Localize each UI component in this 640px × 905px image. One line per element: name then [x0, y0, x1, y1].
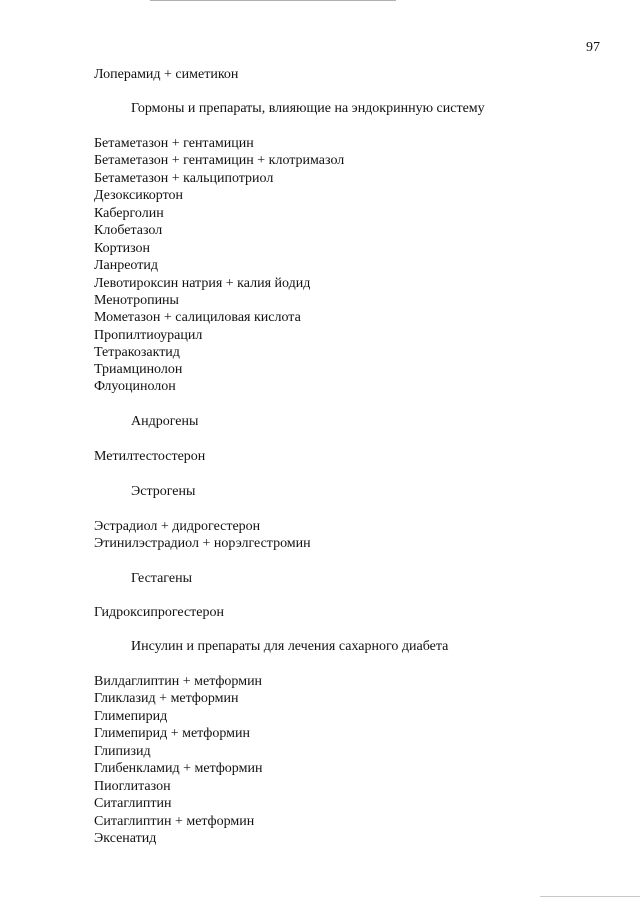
list-item: Кортизон — [94, 241, 151, 256]
list-item: Эстрадиол + дидрогестерон — [94, 519, 261, 534]
list-item: Ситаглиптин + метформин — [94, 814, 255, 829]
list-item: Глибенкламид + метформин — [94, 761, 263, 776]
section-heading-hormones: Гормоны и препараты, влияющие на эндокринную систему — [131, 101, 485, 116]
section-heading-estrogens: Эстрогены — [131, 484, 196, 499]
page-number: 97 — [586, 40, 600, 55]
list-item: Мометазон + салициловая кислота — [94, 310, 301, 325]
list-item: Триамцинолон — [94, 362, 183, 377]
list-item: Левотироксин натрия + калия йодид — [94, 276, 311, 291]
list-item: Гликлазид + метформин — [94, 691, 239, 706]
list-item: Дезоксикортон — [94, 188, 184, 203]
list-item: Пиоглитазон — [94, 779, 171, 794]
list-item: Гидроксипрогестерон — [94, 605, 224, 620]
section-heading-insulin: Инсулин и препараты для лечения сахарного диабета — [131, 639, 449, 654]
list-item: Бетаметазон + гентамицин — [94, 136, 254, 151]
list-item: Вилдаглиптин + метформин — [94, 674, 263, 689]
list-item: Глимепирид + метформин — [94, 726, 250, 741]
list-item: Глипизид — [94, 744, 151, 759]
list-item-intro: Лоперамид + симетикон — [94, 67, 239, 82]
list-item: Тетракозактид — [94, 345, 180, 360]
list-item: Бетаметазон + гентамицин + клотримазол — [94, 153, 345, 168]
list-item: Клобетазол — [94, 223, 163, 238]
list-item: Этинилэстрадиол + норэлгестромин — [94, 536, 311, 551]
section-heading-androgens: Андрогены — [131, 414, 199, 429]
list-item: Ланреотид — [94, 258, 158, 273]
list-item: Менотропины — [94, 293, 179, 308]
list-item: Флуоцинолон — [94, 379, 176, 394]
list-item: Метилтестостерон — [94, 449, 206, 464]
scan-edge-bottom — [540, 896, 640, 897]
list-item: Глимепирид — [94, 709, 168, 724]
list-item: Эксенатид — [94, 831, 157, 846]
list-item: Ситаглиптин — [94, 796, 172, 811]
section-heading-gestagens: Гестагены — [131, 571, 192, 586]
list-item: Каберголин — [94, 206, 164, 221]
list-item: Бетаметазон + кальципотриол — [94, 171, 274, 186]
scan-edge-top — [150, 0, 396, 1]
list-item: Пропилтиоурацил — [94, 328, 203, 343]
